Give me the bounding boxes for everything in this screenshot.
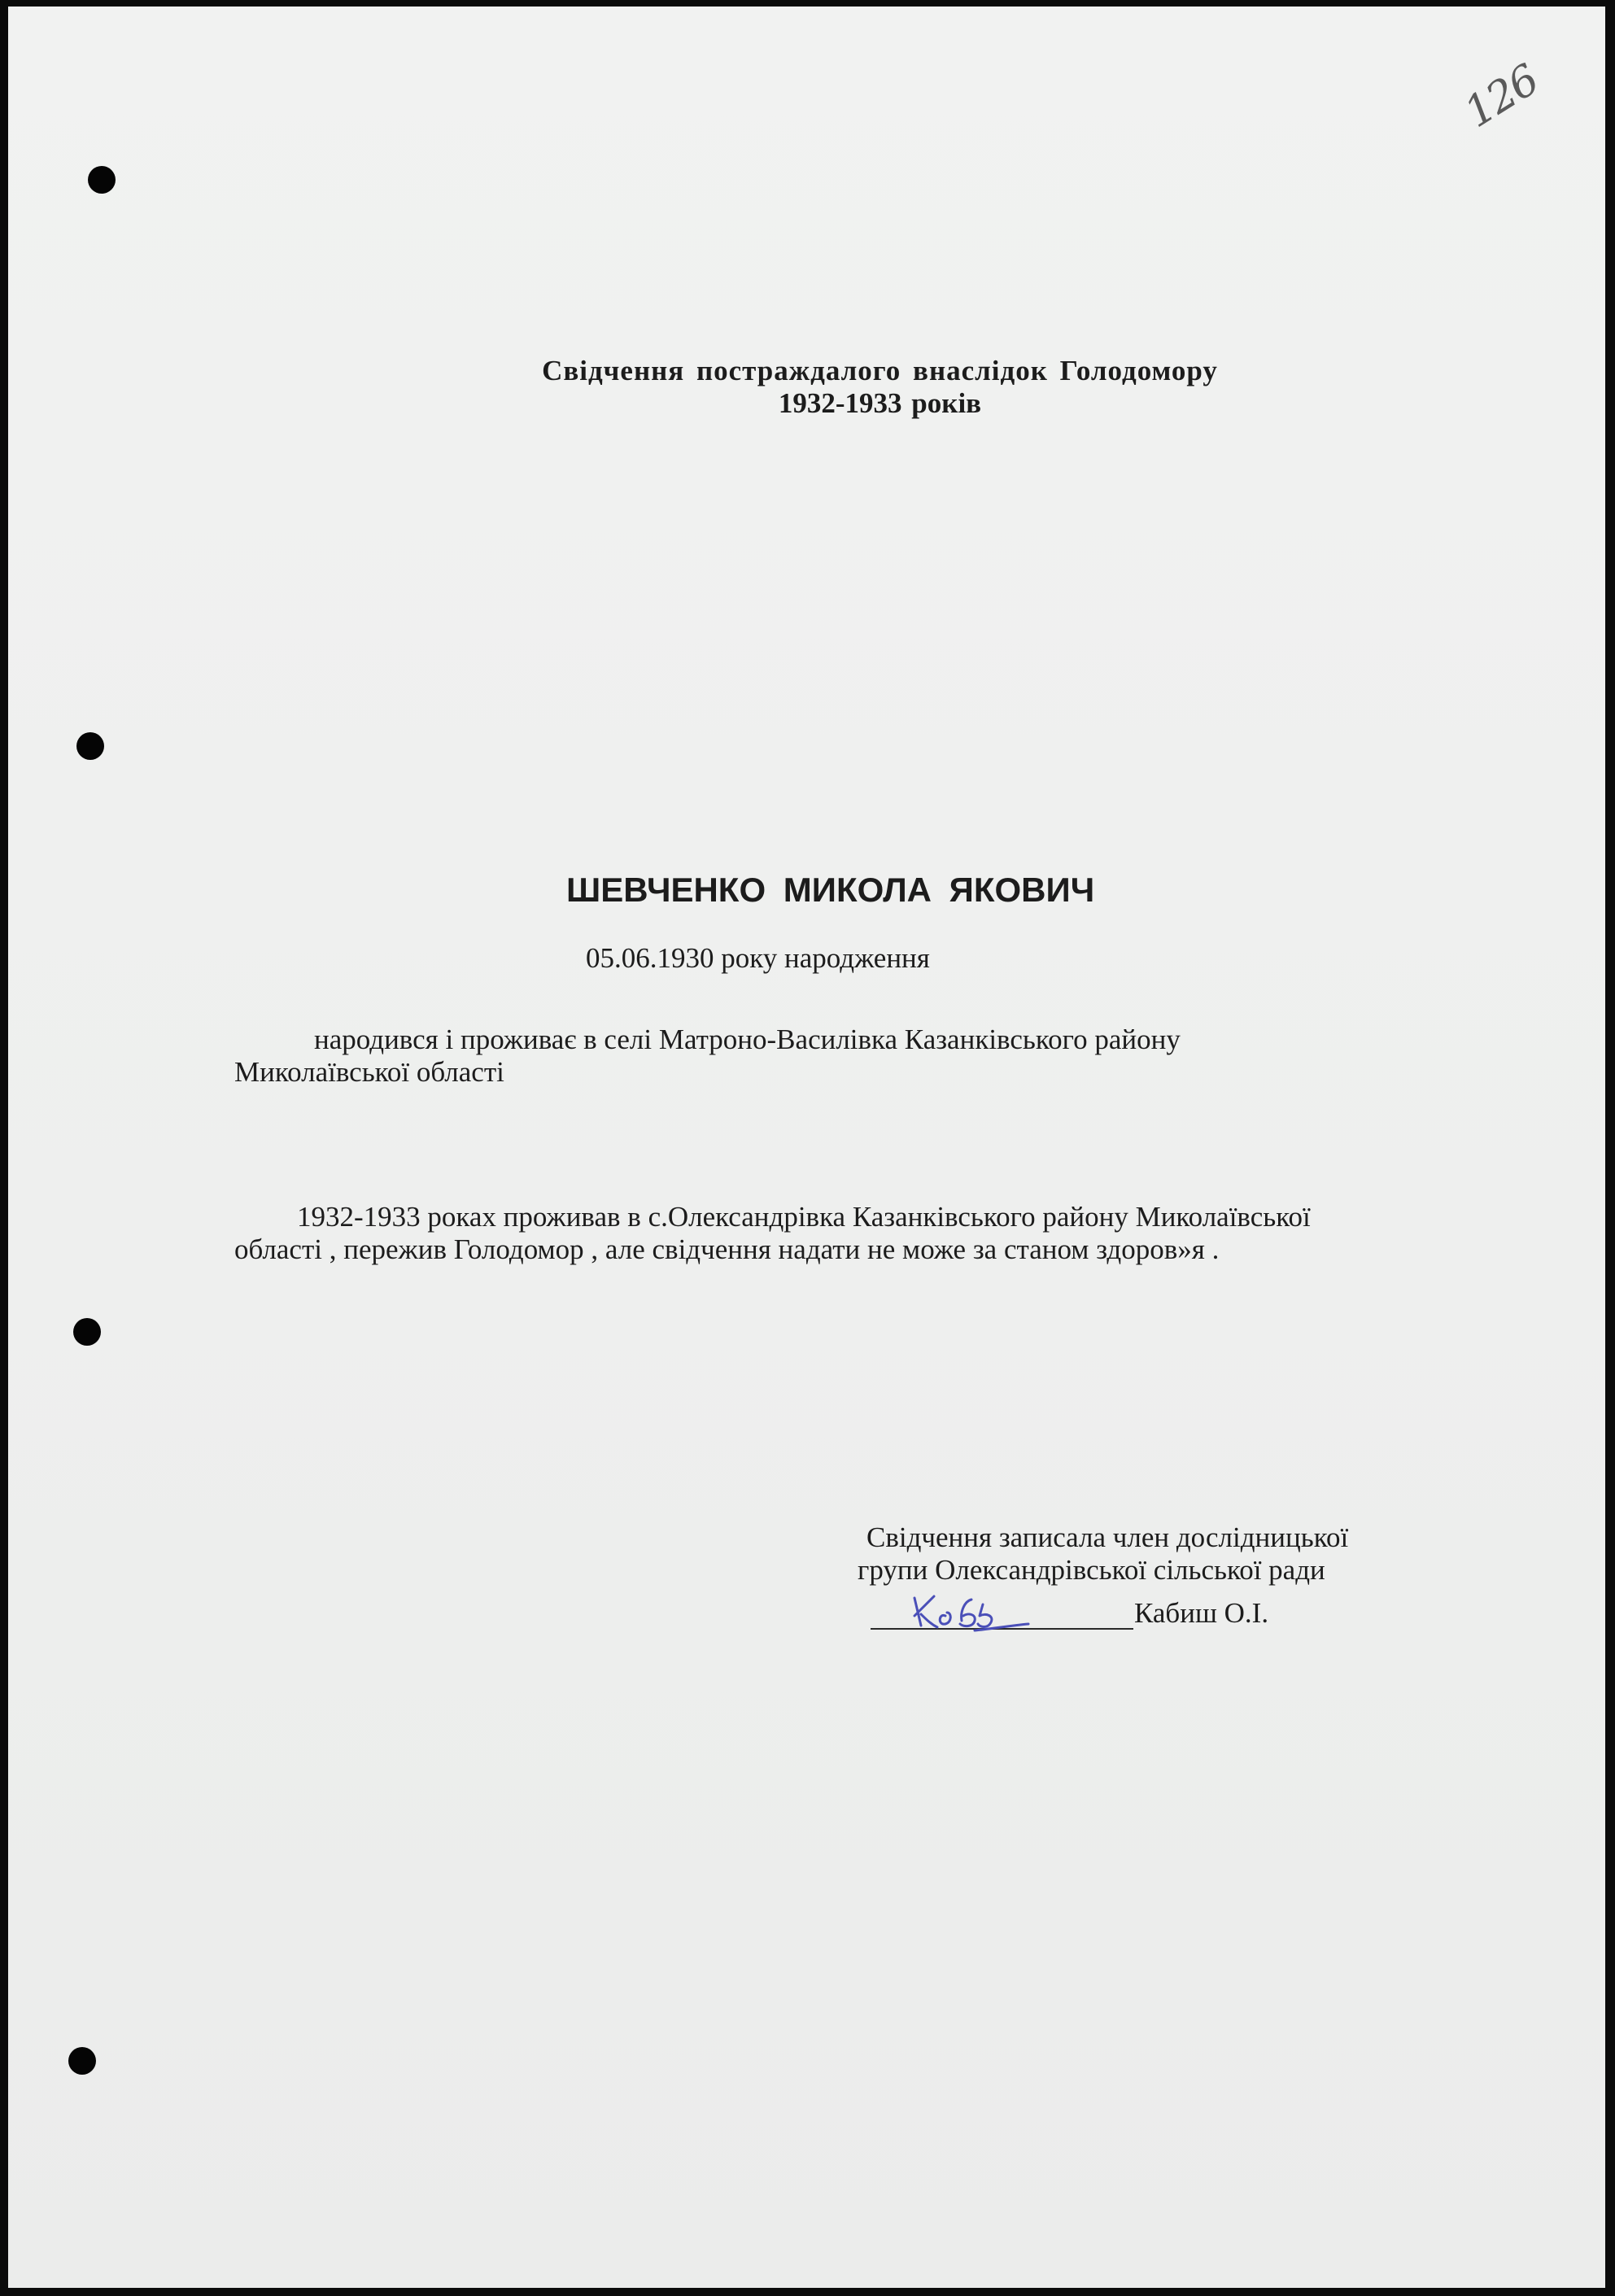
residence-line-1: народився і проживає в селі Матроно-Василівка Казанківського району	[314, 1024, 1181, 1055]
document-title: Свідчення постраждалого внаслідок Голодомору	[542, 355, 1218, 386]
testimony-line-1: 1932-1933 роках проживав в с.Олександрівка Казанківського району Миколаївської	[297, 1201, 1311, 1233]
testimony-line-2: області , пережив Голодомор , але свідчення надати не може за станом здоров»я .	[234, 1233, 1220, 1265]
person-name: ШЕВЧЕНКО МИКОЛА ЯКОВИЧ	[566, 871, 1095, 909]
residence-line-2: Миколаївської області	[234, 1056, 504, 1088]
punch-hole	[76, 732, 104, 760]
punch-hole	[68, 2047, 96, 2075]
recorder-line-2: групи Олександрівської сільської ради	[858, 1554, 1325, 1586]
punch-hole	[73, 1318, 101, 1346]
document-title-years: 1932-1933 років	[778, 387, 982, 419]
document-page	[8, 7, 1605, 2288]
recorder-line-1: Свідчення записала член дослідницької	[866, 1521, 1349, 1553]
punch-hole	[88, 166, 116, 194]
handwritten-signature	[910, 1588, 1032, 1637]
handwritten-page-number: 126	[1456, 55, 1547, 137]
birth-date-line: 05.06.1930 року народження	[586, 942, 930, 974]
recorder-name: Кабиш О.І.	[1134, 1597, 1269, 1629]
